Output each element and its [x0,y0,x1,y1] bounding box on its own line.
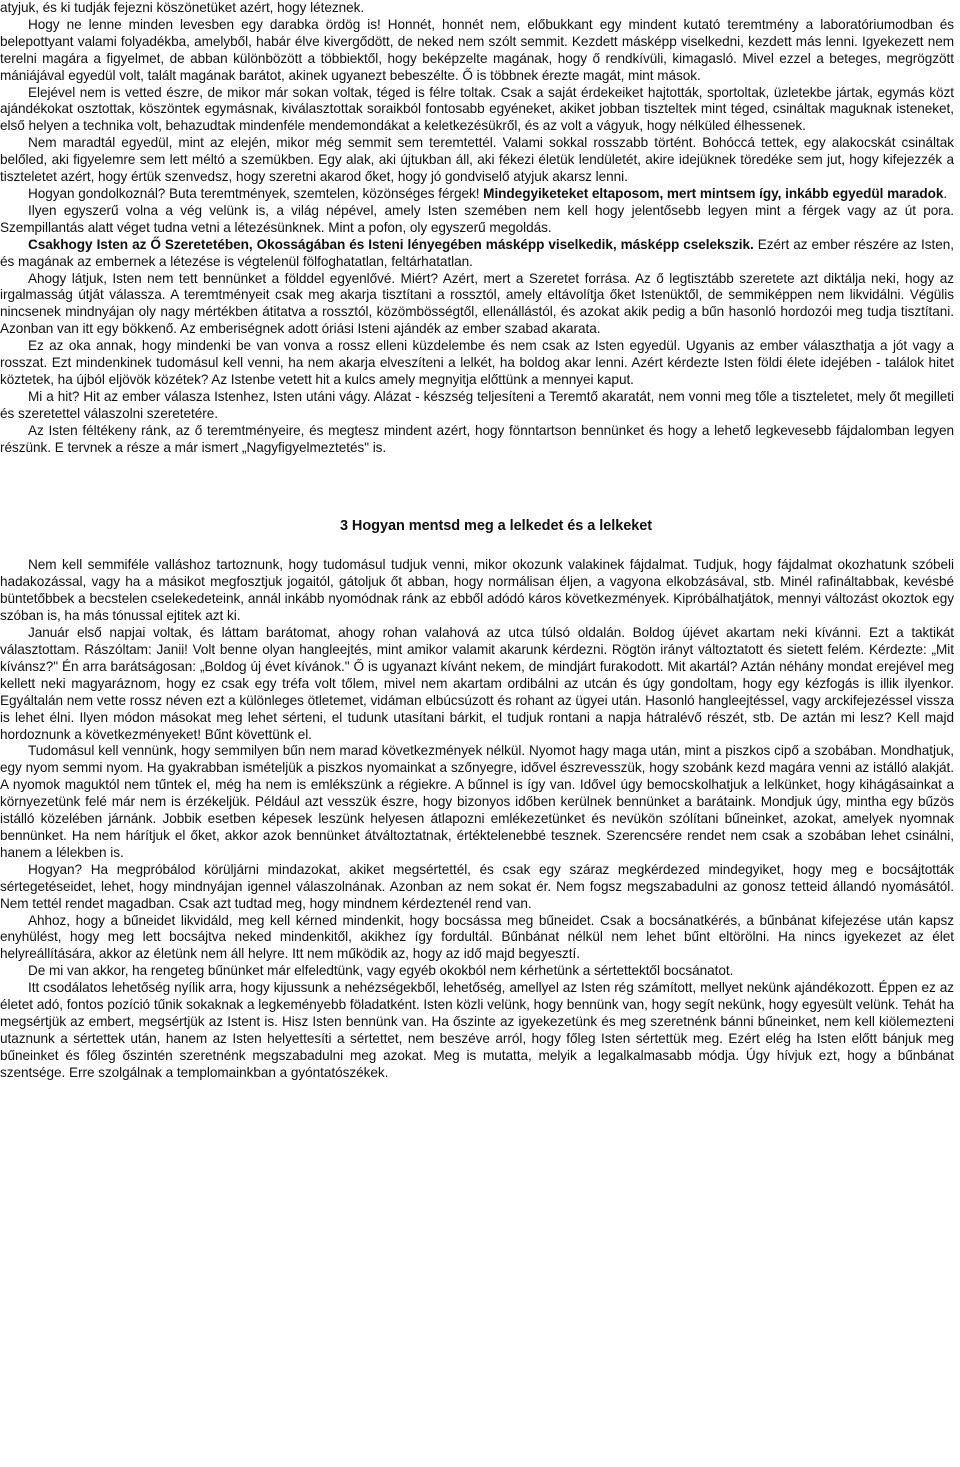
section-gap [0,456,954,518]
paragraph-text: Itt csodálatos lehetőség nyílik arra, hogy kijussunk a nehézségekből, lehetőség, amellyel az Isten rég számított, mellyet nekünk ajándékozott. Éppen ez az életet adó, fontos pozíció tűnik sokaknak a legkeményebb föladatként. Isten közli velünk, hogy bennünk van, hogy segít nekünk, hogy egyesült velünk. Tehát ha megsértjük az embert, megsértjük az Istent is. Hisz Isten bennünk van. Ha őszinte az igyekezetünk és meg szeretnénk bánni bűneinket, nem kell kiölemezteni utaznunk a sértettek után, hanem az Isten helyettesíti a sértettet, nem beszéve arról, hogy főleg Isten sértettük meg. Ezért elég ha Isten előtt bánjuk meg bűneinket és főleg őszintén szeretnénk megszabadulni meg azokat. Meg is mutatta, melyik a legalkalmasabb módja. Úgy hívjuk ezt, hogy a bűnbánat szentsége. Erre szolgálnak a templomainkban a gyóntatószékek. [0,980,954,1080]
paragraph-text: Ezért az ember részére az Isten, és magának az embernek a létezése is végtelenül fölfoghatatlan, feltárhatatlan. [0,236,954,269]
paragraph [0,0,954,17]
paragraph [0,423,954,457]
paragraph [0,862,954,913]
paragraph [0,980,954,1081]
paragraph-text: Ilyen egyszerű volna a vég velünk is, a világ népével, amely Isten szemében nem kell hogy jelentősebb legyen mint a férgek vagy az út pora. Szempillantás alatt véget tudna vetni a létezésünknek. Mint a pofon, oly egyszerű megoldás. [0,202,954,235]
paragraph-text: Nem kell semmiféle valláshoz tartoznunk, hogy tudomásul tudjuk venni, mikor okozunk valakinek fájdalmat. Tudjuk, hogy fájdalmat okozhatunk szóbeli hadakozással, vagy ha a másikot megfosztjuk jogaitól, gátoljuk őt abban, hogy normálisan éljen, a vagyona elkobzásával, stb. Minél rafináltabbak, kevésbé büntetőbbek a becstelen cselekedeteink, annál inkább nyomódnak ránk az ebből adódó káros következmények. Kipróbálhatjátok, mennyi változást okoztok egy szóban is, ha más tónussal ejtitek azt ki. [0,557,954,624]
paragraph [0,389,954,423]
paragraph-text: Mi a hit? Hit az ember válasza Istenhez, Isten utáni vágy. Alázat - készség teljesíteni a Teremtő akaratát, nem vonni meg tőle a tiszteletet, mely őt megilleti és szeretettel válaszolni szeretetére. [0,388,954,421]
section-2-body [0,557,954,1081]
paragraph-text: . [943,185,948,201]
paragraph [0,17,954,85]
paragraph [0,271,954,339]
paragraph-text: Hogy ne lenne minden levesben egy darabka ördög is! Honnét, honnét nem, előbukkant egy mindent kutató teremtmény a laboratóriumodban és belepottyant valami folyadékba, amelyből, habár élve kivergődött, de neked nem szólt semmit. Kezdett másképp viselkedni, kezdett más lenni. Igyekezett nem terelni magára a figyelmet, de abban különbözött a többiektől, hogy beképzelte magának, hogy ő rendkívüli, kimagasló. Mivel ezzel a beteges, megrögzött mániájával egyedül volt, talált magának barátot, akinek ugyanezt bebeszélte. Ő is többnek érezte magát, mint mások. [0,16,954,83]
paragraph-text: Nem maradtál egyedül, mint az elején, mikor még semmit sem teremtettél. Valami sokkal rosszabb történt. Bohóccá tettek, egy alakocskát csináltak belőled, aki figyelemre sem lett méltó a szemükben. Egy alak, aki újtukban áll, aki fékezi életük lendületét, akire idejüknek töredéke sem jut, hogy kifejezzék a tiszteletet azért, hogy értük szenvedsz, hogy szeretni akarod őket, hogy jó gondviselő atyjuk akarsz lenni. [0,135,954,185]
paragraph [0,963,954,980]
paragraph-text: Hogyan gondolkoznál? Buta teremtmények, szemtelen, közönséges férgek! [28,185,484,201]
paragraph [0,913,954,964]
paragraph [0,186,954,203]
paragraph [0,743,954,861]
paragraph [0,203,954,237]
paragraph-text: De mi van akkor, ha rengeteg bűnünket már elfeledtünk, vagy egyéb okokból nem kérhetünk a sértettektől bocsánatot. [28,963,734,979]
paragraph [0,237,954,271]
section-1-body [0,0,954,456]
paragraph [0,625,954,743]
paragraph-text: atyjuk, és ki tudják fejezni köszönetüket azért, hogy léteznek. [0,0,365,15]
paragraph [0,338,954,389]
paragraph-text: Ez az oka annak, hogy mindenki be van vonva a rossz elleni küzdelembe és nem csak az Isten egyedül. Ugyanis az ember választhatja a jót vagy a rosszat. Ezt mindenkinek tudomásul kell venni, ha nem akarja elveszíteni a lelkét, ha boldog akar lenni. Azért kérdezte Isten földi élete idejében - találok hitet köztetek, ha újból eljövök közétek? Az Istenbe vetett hit a kulcs amely megnyitja előttünk a mennyei kaput. [0,338,954,387]
heading-gap [0,535,954,557]
paragraph-text: Hogyan? Ha megpróbálod körüljárni mindazokat, akiket megsértettél, és csak egy száraz megkérdezed mindegyiket, hogy meg e bocsájtották sértegetéseidet, lehet, hogy mindnyájan igennel válaszolnának. Azonban az nem sokat ér. Nem fogsz megszabadulni az gonosz tetteid állandó nyomásától. Nem tettél rendet magadban. Csak azt tudtad meg, hogy mindnem kérdeztenél rend van. [0,861,954,911]
paragraph [0,135,954,186]
bold-text: Csakhogy Isten az Ő Szeretetében, Okosságában és Isteni lényegében másképp viselkedik, másképp cselekszik. [28,236,754,252]
paragraph [0,557,954,625]
paragraph-text: Ahhoz, hogy a bűneidet likvidáld, meg kell kérned mindenkit, hogy bocsássa meg bűneidet. Csak a bocsánatkérés, a bűnbánat kifejezése után kapsz enyhülést, hogy meg lett bocsájtva neked mindenkitől, akikhez így fordultál. Bűnbánat nélkül nem lehet bűnt eltörölni. Ha nincs igyekezet az élet helyreállítására, akkor az életünk nem áll helyre. Itt nem működik az, hogy az idő majd begyesztí. [0,912,954,962]
paragraph [0,85,954,136]
paragraph-text: Az Isten féltékeny ránk, az ő teremtményeire, és megtesz mindent azért, hogy fönntartson bennünket és hogy a lehető legkevesebb fájdalomban legyen részünk. E tervnek a része a már ismert „Nagyfigyelmeztetés" is. [0,422,954,455]
bold-text: Mindegyiketeket eltaposom, mert mintsem így, inkább egyedül maradok [483,185,944,201]
paragraph-text: Tudomásul kell vennünk, hogy semmilyen bűn nem marad következmények nélkül. Nyomot hagy maga után, mint a piszkos cipő a szobában. Mondhatjuk, egy nyom semmi nyom. Ha gyakrabban ismételjük a piszkos nyomainkat a szőnyegre, idővel észrevesszük, hogy szobánk kezd magára venni az istálló alakját. A nyomok maguktól nem tűntek el, még ha nem is emlékszünk a régiekre. A bűnnel is így van. Idővel úgy bemocskolhatjuk a lelkünket, hogy kihágásainkat a környezetünk felé már nem is érzékeljük. Például azt vesszük észre, hogy bizonyos időben kerülnek bennünket a barátaink. Mondjuk úgy, mintha egy bűzös istálló közelében járnánk. Jobbik esetben képesek leszünk helyesen átlapozni emlékezetünket és nevükön szólítani bűneinket, azokat, amelyek nyomnak bennünket. Ha nem hárítjuk el őket, akkor azok bennünket átváltoztatnak, értéktelenebbé tesznek. Szerencsére rendet nem csak a szobában lehet csinálni, hanem a lélekben is. [0,743,954,860]
paragraph-text: Elejével nem is vetted észre, de mikor már sokan voltak, téged is félre toltak. Csak a saját érdekeiket hajtották, sportoltak, üzletekbe jártak, egymás közt ajándékokat osztottak, köszöntek egymásnak, kiválasztottak soraikból fontosabb egyéneket, akiket jobban tiszteltek mint téged, csináltak maguknak isteneket, első helyen a technika volt, behazudtak mindenféle mendemondákat a keletkezésükről, és az volt a vágyuk, hogy nélküled élhessenek. [0,84,954,134]
section-heading: 3 Hogyan mentsd meg a lelkedet és a lelkeket [339,518,653,535]
paragraph-text: Január első napjai voltak, és láttam barátomat, ahogy rohan valahová az utca túlsó oldalán. Boldog újévet akartam neki kívánni. Ezt a taktikát választottam. Rászóltam: Janii! Volt benne olyan hangleejtés, mint amikor valamit akarunk kérdezni. Rögtön irányt változtatott és sietett felém. Kérdezte: „Mit kívánsz?" Én arra barátságosan: „Boldog új évet kívánok." Ő is ugyanazt kívánt nekem, de mindjárt furakodott. Mit akartál? Aztán néhány mondat erejével meg kellett neki magyaráznom, hogy ez csak egy tréfa volt tőlem, mivel nem akartam ordibálni az utcán és úgy gondoltam, hogy egy kézfogás is illik ilyenkor. Egyáltalán nem vette rossz néven ezt a különleges ötletemet, vidáman elbúcsúzott és rohant az ügyei után. Hasonló hangleejtéssel, vagy arckifejezéssel vissza is lehet élni. Ilyen módon másokat meg lehet sérteni, el tudunk utasítani bárkit, el tudjuk rontani a napja hátralévő részét, stb. De aztán mi lesz? Kell majd hordoznunk a következményeket! Bűnt követtünk el. [0,625,954,742]
paragraph-text: Ahogy látjuk, Isten nem tett bennünket a földdel egyenlővé. Miért? Azért, mert a Szeretet forrása. Az ő legtisztább szeretete azt diktálja neki, hogy az irgalmasság útját válassza. A teremtményeit csak meg akarja tisztítani a rossztól, amely eltávolítja őket Istenüktől, de semmiképpen nem likvidálni. Végülis nincsenek mindnyájan oly nagy mértékben átitatva a rossztól, közömbösségtől, ellenállástól, és azokat akik pedig a bűn hasonló hordozói meg tudja tisztítani. Azonban van itt egy bökkenő. Az emberiségnek adott óriási Isteni ajándék az ember szabad akarata. [0,270,954,337]
